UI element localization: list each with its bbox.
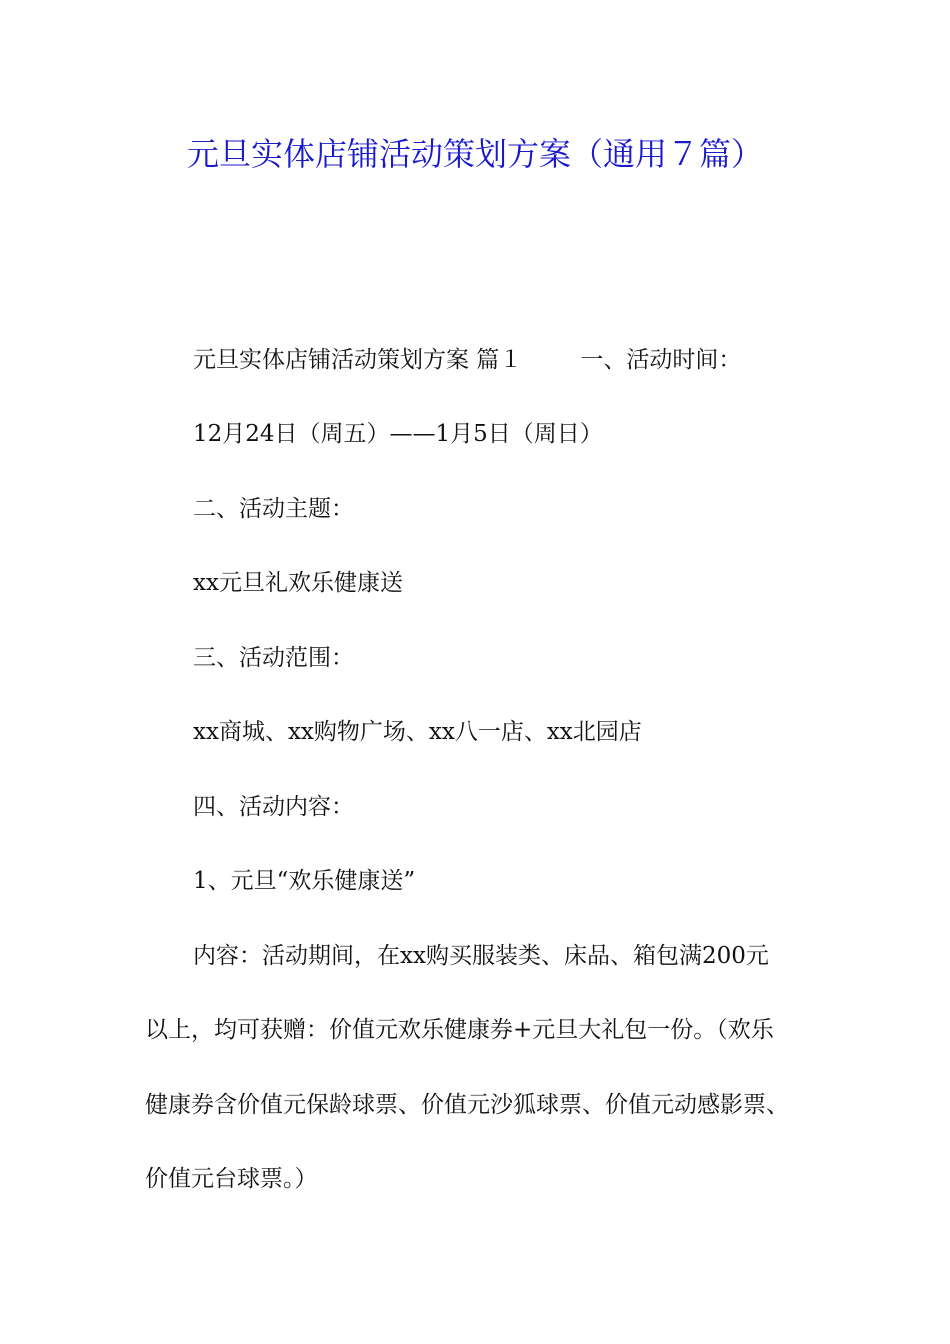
section3-text: xx商城、xx购物广场、xx八一店、xx北园店 (193, 719, 642, 745)
section1-heading: 一、活动时间： (580, 347, 742, 373)
intro-heading: 元旦实体店铺活动策划方案 篇１ (193, 347, 523, 373)
paragraph-line: 价值元台球票。） (145, 1166, 318, 1192)
section4-heading: 四、活动内容： (193, 794, 354, 820)
section1-text: 12月24日（周五）——1月5日（周日） (193, 421, 603, 447)
section2-text: xx元旦礼欢乐健康送 (193, 570, 403, 596)
section2-heading: 二、活动主题： (193, 496, 354, 522)
paragraph-line: 以上，均可获赠：价值元欢乐健康券+元旦大礼包一份。（欢乐 (145, 1017, 774, 1043)
intro-line (193, 344, 741, 376)
paragraph-line: 健康券含价值元保龄球票、价值元沙狐球票、价值元动感影票、 (145, 1092, 789, 1118)
item1-heading: 1、元旦“欢乐健康送” (193, 868, 416, 894)
document-title: 元旦实体店铺活动策划方案（通用７篇） (186, 135, 763, 173)
paragraph-line: 内容：活动期间，在xx购买服装类、床品、箱包满200元 (193, 943, 769, 969)
section3-heading: 三、活动范围： (193, 645, 354, 671)
